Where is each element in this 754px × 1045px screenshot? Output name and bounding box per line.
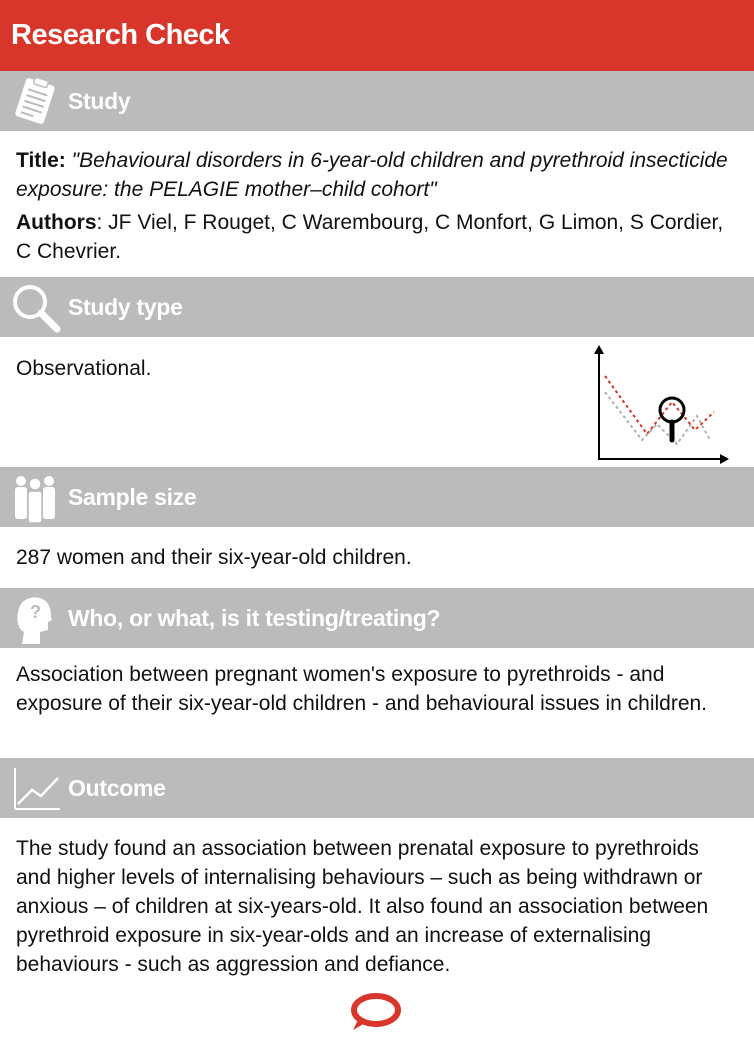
testing-text: Association between pregnant women's exposure to pyrethroids - and exposure of their six-year-old children - and behavioural issues in children. [16, 663, 708, 715]
section-header-sample-size [0, 467, 754, 527]
outcome-text: The study found an association between prenatal exposure to pyrethroids and higher levels of internalising behaviours – such as being withdrawn or anxious – of children at six-years-old. It also found an association between pyrethroid exposure in six-year-olds and an increase of externalising behaviours - such as aggression and defiance. [16, 837, 709, 976]
speech-bubble-logo-icon [347, 992, 403, 1032]
thinking-head-icon [8, 592, 62, 644]
study-details [16, 146, 738, 266]
section-title-sample-size: Sample size [68, 484, 197, 510]
chart-with-magnifier-icon [592, 344, 732, 464]
svg-text:?: ? [30, 602, 41, 622]
study-title-line [16, 146, 738, 204]
study-type-text: Observational. [16, 357, 152, 380]
magnifier-icon [8, 281, 62, 333]
section-title-study-type: Study type [68, 294, 183, 320]
header-bar [0, 0, 754, 71]
section-header-outcome [0, 758, 754, 818]
section-title-study: Study [68, 88, 131, 114]
section-title-testing: Who, or what, is it testing/treating? [68, 605, 441, 631]
title-label: Title: [16, 149, 66, 172]
line-graph-icon [8, 762, 62, 814]
study-title: "Behavioural disorders in 6-year-old children and pyrethroid insecticide exposure: the PELAGIE mother–child cohort" [16, 149, 728, 201]
section-header-study-type [0, 277, 754, 337]
study-authors-line [16, 208, 738, 266]
study-authors: : JF Viel, F Rouget, C Warembourg, C Monfort, G Limon, S Cordier, C Chevrier. [16, 211, 724, 263]
authors-label: Authors [16, 211, 97, 234]
section-header-study [0, 71, 754, 131]
sample-size-text: 287 women and their six-year-old children. [16, 546, 412, 569]
section-title-outcome: Outcome [68, 775, 166, 801]
people-icon [8, 471, 62, 523]
section-header-testing [0, 588, 754, 648]
page-title: Research Check [11, 19, 230, 51]
clipboard-icon [8, 75, 62, 127]
